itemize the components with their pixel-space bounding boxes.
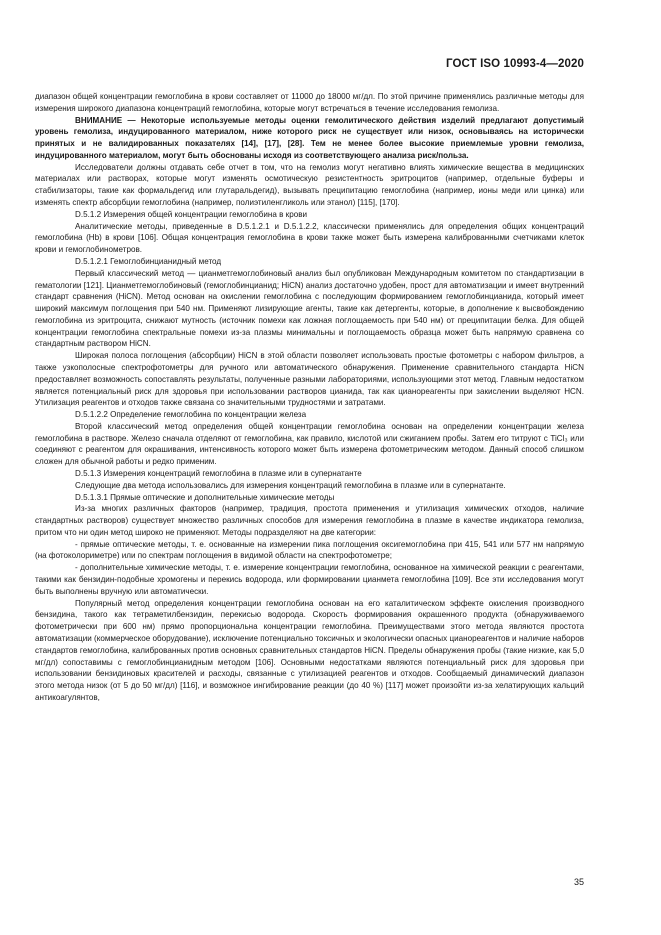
paragraph: Аналитические методы, приведенные в D.5.1.2.1 и D.5.1.2.2, классически применялись для определения общих концентраций гемоглобина (Hb) в крови [106]. Общая концентрация гемоглобина в крови также может быть измерена калиброванными счетчиками клеток крови и гемоглобинометров. <box>35 221 584 255</box>
paragraph: D.5.1.2.2 Определение гемоглобина по концентрации железа <box>75 410 307 420</box>
paragraph: ВНИМАНИЕ — Некоторые используемые методы оценки гемолитического действия изделий предлагают допустимый уровень гемолиза, индуцированного материалом, ниже которого риск не существует или низок, основываясь на исторически принятых и не валидированных показателях [14], [17], [28]. Тем не менее более высокие приемлемые уровни гемолиза, индуцированного материалом, могут быть обоснованы исходя из соответствующего анализа риск/польза. <box>35 115 584 160</box>
paragraph: Второй классический метод определения общей концентрации гемоглобина основан на определении концентрации железа гемоглобина в растворе. Железо сначала отделяют от гемоглобина, как правило, кислотой или сжиганием пробы. Затем его титруют с TiCl₃ или соединяют с реагентом для окрашивания, интенсивность которого может быть измерена фотометрическим методом. Данный способ слишком сложен для обычной работы и редко применим. <box>35 421 584 467</box>
paragraph: Исследователи должны отдавать себе отчет в том, что на гемолиз могут негативно влиять химические вещества в медицинских материалах или растворах, которые могут изменять осмотическую резистентность эритроцитов (например, отдельные буферы и стабилизаторы, такие как формальдегид или глутаральдегид), вызывать преципитацию гемоглобина (например, ионы меди или цинка) или изменять спектр абсорбции гемоглобина (например, полиэтиленгликоль или этанол) [115], [170]. <box>35 162 584 208</box>
paragraph: Популярный метод определения концентрации гемоглобина основан на его каталитическом эффекте окисления производного бензидина, такого как тетраметилбензидин, перекисью водорода. Скорость формирования окрашенного продукта (обнаруживаемого фотометрически при 600 нм) прямо пропорциональна концентрации гемоглобина. Преимуществами этого метода являются простота автоматизации (коммерческое оборудование), исключение потенциально токсичных и экологически опасных цианореагентов и наличие наборов стандартов гемоглобина, калиброванных против основных сравнительных стандартов HiCN. Пределы обнаружения пробы (такие низкие, как 5,0 мг/дл) сопоставимы с гемоглобинцианидным методом [106]. Основными недостатками являются потенциальный риск для здоровья при использовании бензидиновых красителей и расходы, связанные с утилизацией реагентов и отходов. Сообщаемый динамический диапазон этого метода низок (от 5 до 50 мг/дл) [116], и возможное ингибирование реакции (до 40 %) [117] может произойти из-за хелатирующих кальций антикоагулянтов, <box>35 598 584 702</box>
document-header: ГОСТ ISO 10993-4—2020 <box>446 58 584 70</box>
paragraph: D.5.1.3 Измерения концентраций гемоглобина в плазме или в супернатанте <box>75 469 362 478</box>
paragraph: Первый классический метод — цианметгемоглобиновый анализ был опубликован Международным комитетом по стандартизации в гематологии [121]. Цианметгемоглобиновый (гемоглобинцианид; HiCN) анализ достаточно удобен, прост для автоматизации и имеет внутренний стандарт сравнения (HiCN). Метод основан на окислении гемоглобина с последующим формированием гемоглобинцианида, который имеет широкий максимум поглощения при 540 нм. Применяют лизирующие агенты, такие как детергенты, которые, в дополнение к высвобождению гемоглобина из эритроцита, снижают мутность (источник помехи как ложная поглощаемость при 540 нм) от преципитации белка. Для общей концентрации гемоглобина спектральные помехи из-за плазмы минимальны и поглощаемость образца может быть напрямую сравнена со стандартным раствором HiCN. <box>35 268 584 349</box>
paragraph: D.5.1.2.1 Гемоглобинцианидный метод <box>75 256 222 266</box>
document-body <box>35 91 584 704</box>
paragraph: - прямые оптические методы, т. е. основанные на измерении пика поглощения оксигемоглобина при 415, 541 или 577 нм напрямую (на фотоколориметре) или по спектрам поглощения в видимой области на спектрофотометре; <box>35 539 584 561</box>
page-number: 35 <box>573 877 584 887</box>
paragraph: Из-за многих различных факторов (например, традиция, простота применения и утилизация химических отходов, наличие стандартных растворов) существует множество различных способов для измерения гемоглобина в плазме в качестве индикатора гемолиза, притом что ни один метод широко не применяют. Методы подразделяют на две категории: <box>35 504 584 537</box>
paragraph: Следующие два метода использовались для измерения концентраций гемоглобина в плазме или в супернатанте. <box>75 480 506 490</box>
paragraph: Широкая полоса поглощения (абсорбции) HiCN в этой области позволяет использовать простые фотометры с набором фильтров, а также узкополосные спектрофотометры для ручного или автоматического обнаружения. Применение сравнительного стандарта HiCN предоставляет возможность сопоставлять результаты, полученные разными лабораториями, использующими этот метод. Главным недостатком является потенциальный риск для здоровья при использовании растворов цианида, так как цианореагенты при закислении выделяют HCN. Утилизация реагентов и отходов также связана со значительными трудностями и затратами. <box>35 351 584 408</box>
paragraph: D.5.1.3.1 Прямые оптические и дополнительные химические методы <box>75 492 335 502</box>
paragraph: D.5.1.2 Измерения общей концентрации гемоглобина в крови <box>75 209 308 219</box>
paragraph: диапазон общей концентрации гемоглобина в крови составляет от 11000 до 18000 мг/дл. По этой причине применялись различные методы для измерения широкого диапазона концентраций гемоглобина, которые могут встречаться в течение исследования гемолиза. <box>35 92 584 113</box>
paragraph: - дополнительные химические методы, т. е. измерение концентрации гемоглобина, основанное на химической реакции с реагентами, такими как бензидин-подобные хромогены и перекись водорода, или формировании цианмета гемоглобина [109]. Все эти исследования могут быть выполнены вручную или автоматически. <box>35 563 584 596</box>
